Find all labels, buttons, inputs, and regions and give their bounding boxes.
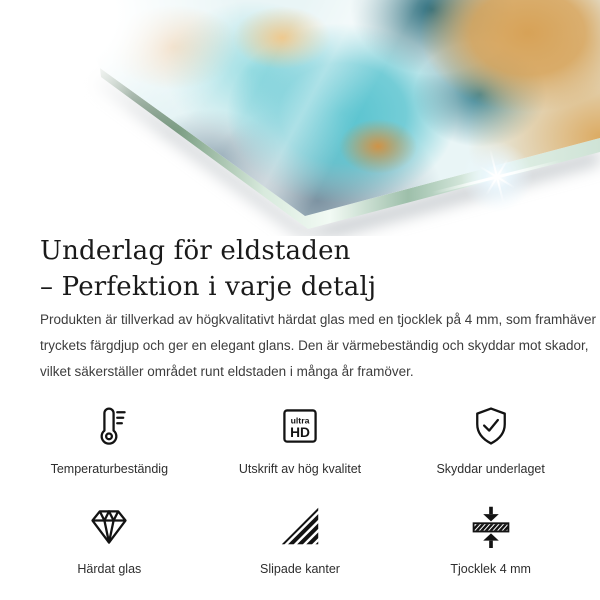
feature-polished-edges [205, 504, 396, 576]
ultra-hd-icon-text-bottom: HD [290, 425, 310, 440]
thickness-icon [469, 504, 513, 548]
feature-tempered-glass [14, 504, 205, 576]
feature-temperature [14, 404, 205, 476]
shield-check-icon [469, 404, 513, 448]
feature-label: Temperaturbeständig [50, 462, 169, 476]
ultra-hd-icon-text-top: ultra [290, 415, 310, 426]
title-line1: Underlag för eldstaden [40, 236, 351, 266]
page-title [40, 233, 376, 305]
diamond-icon [87, 504, 131, 548]
feature-label: Utskrift av hög kvalitet [238, 462, 362, 476]
ultra-hd-icon [278, 404, 322, 448]
product-description [40, 307, 596, 385]
description-line: tryckets färgdjup och ger en elegant glans. Den är värmebeständig och skyddar mot skador, [40, 338, 589, 353]
description-line: Produkten är tillverkad av högkvalitativt härdat glas med en tjocklek på 4 mm, som framhäver [40, 312, 596, 327]
thermometer-icon [87, 404, 131, 448]
feature-print-quality [205, 404, 396, 476]
feature-label: Skyddar underlaget [436, 462, 545, 476]
feature-thickness [395, 504, 586, 576]
feature-protects-floor [395, 404, 586, 476]
beveled-edges-icon [278, 504, 322, 548]
feature-label: Tjocklek 4 mm [450, 562, 531, 576]
title-line2: – Perfektion i varje detalj [40, 272, 377, 302]
feature-label: Härdat glas [77, 562, 142, 576]
feature-grid [14, 404, 586, 576]
feature-label: Slipade kanter [260, 562, 340, 576]
product-image [0, 0, 600, 236]
description-line: vilket säkerställer området runt eldstaden i många år framöver. [40, 364, 414, 379]
